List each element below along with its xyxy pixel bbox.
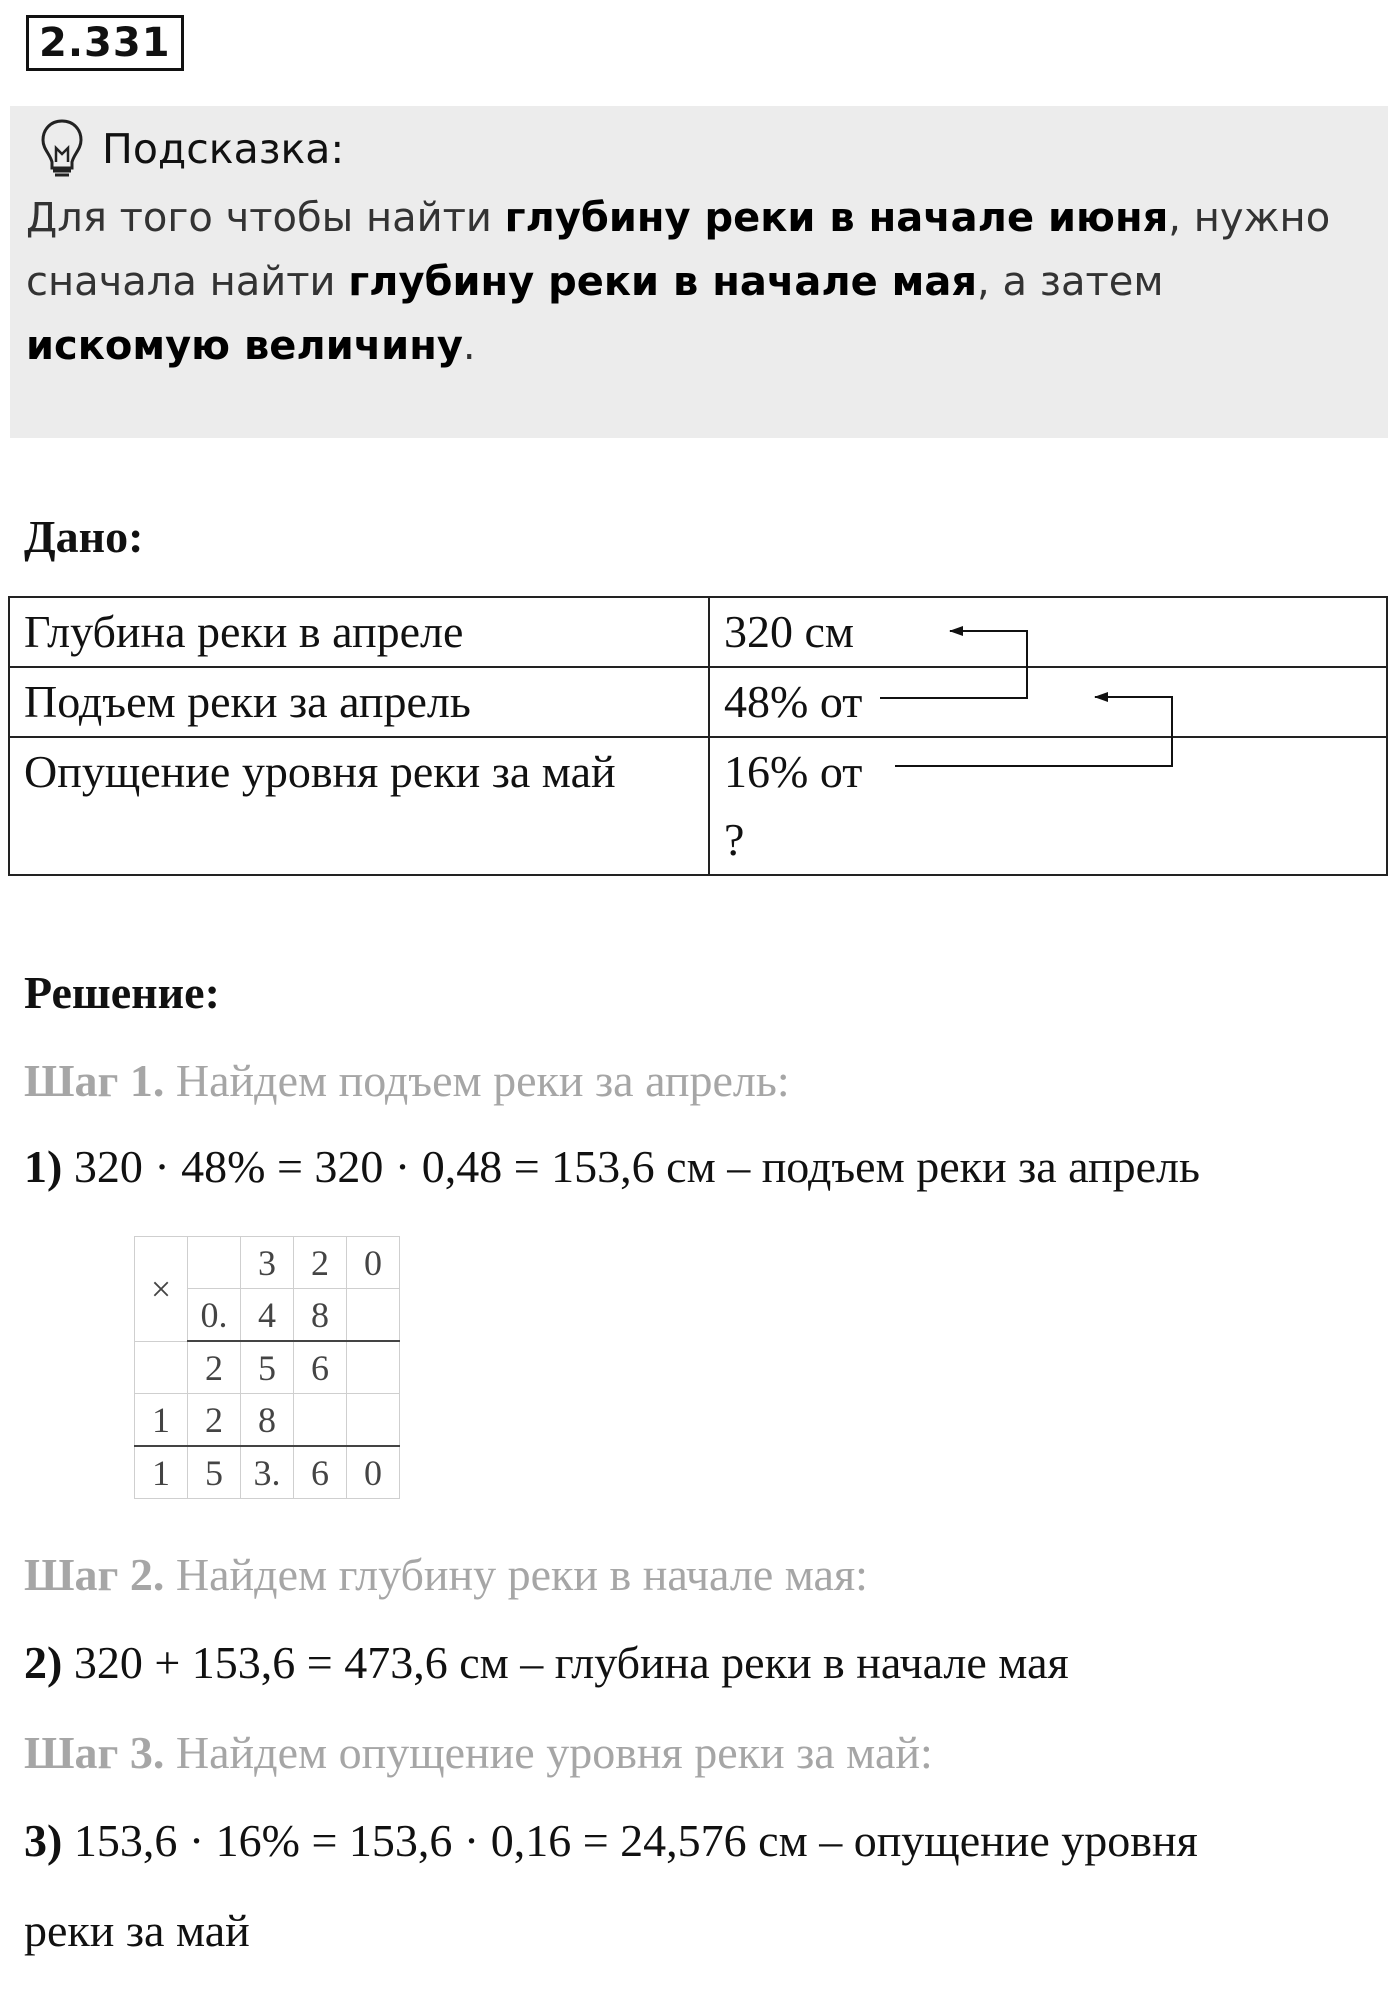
mult-cell: 8: [241, 1394, 294, 1447]
solution-heading: Решение:: [24, 967, 220, 1018]
equation-number: 1): [24, 1141, 63, 1192]
hint-title: Подсказка:: [102, 125, 345, 173]
mult-cell: [347, 1289, 400, 1342]
times-sign: ×: [135, 1237, 188, 1342]
equation-3: [24, 1814, 1198, 1867]
equation-text: 320 + 153,6 = 473,6 см – глубина реки в начале мая: [62, 1637, 1069, 1688]
mult-cell: 4: [241, 1289, 294, 1342]
step-label: Шаг 2.: [24, 1549, 165, 1600]
mult-cell: 2: [188, 1394, 241, 1447]
mult-cell: [135, 1341, 188, 1394]
mult-cell: 0.: [188, 1289, 241, 1342]
mult-cell: 0: [347, 1237, 400, 1289]
mult-cell: 2: [294, 1237, 347, 1289]
mult-cell: 0: [347, 1446, 400, 1499]
mult-cell: 1: [135, 1394, 188, 1447]
mult-cell: [188, 1237, 241, 1289]
equation-1: [24, 1140, 1200, 1193]
step-3: [24, 1726, 933, 1779]
equation-number: 2): [24, 1637, 63, 1688]
column-multiplication: [134, 1236, 400, 1499]
equation-text: 153,6 · 16% = 153,6 · 0,16 = 24,576 см – опущение уровня: [62, 1815, 1198, 1866]
mult-row: [135, 1394, 400, 1447]
step-label: Шаг 1.: [24, 1055, 165, 1106]
equation-3-continuation: реки за май: [24, 1905, 250, 1956]
mult-row: [135, 1446, 400, 1499]
hint-text-part: .: [462, 323, 476, 369]
hint-text-part: , нужно сначала найти: [26, 195, 1331, 305]
given-value: 320 см: [709, 597, 1387, 667]
given-value: 16% от: [724, 746, 863, 797]
mult-row: [135, 1341, 400, 1394]
arrow-16-to-48: [895, 697, 1172, 766]
mult-cell: 6: [294, 1341, 347, 1394]
mult-row: [135, 1237, 400, 1289]
given-heading: Дано:: [24, 511, 144, 562]
given-unknown: ?: [724, 814, 745, 865]
mult-cell: [347, 1394, 400, 1447]
given-label: Глубина реки в апреле: [9, 597, 709, 667]
hint-text-bold: искомую величину: [26, 323, 463, 369]
mult-cell: 5: [188, 1446, 241, 1499]
hint-text-bold: глубину реки в начале июня: [504, 195, 1169, 241]
step-2: [24, 1548, 868, 1601]
arrow-48-to-320: [880, 631, 1027, 698]
reference-arrows: [0, 0, 1400, 900]
mult-cell: 6: [294, 1446, 347, 1499]
hint-text-part: , а затем: [977, 259, 1164, 305]
equation-2: [24, 1636, 1069, 1689]
hint-text-bold: глубину реки в начале мая: [348, 259, 978, 305]
mult-cell: 1: [135, 1446, 188, 1499]
mult-cell: 8: [294, 1289, 347, 1342]
given-label: Подъем реки за апрель: [9, 667, 709, 737]
given-label: Опущение уровня реки за май: [9, 737, 709, 875]
mult-cell: 3: [241, 1237, 294, 1289]
step-text: Найдем опущение уровня реки за май:: [164, 1727, 933, 1778]
step-label: Шаг 3.: [24, 1727, 165, 1778]
mult-cell: [347, 1341, 400, 1394]
equation-number: 3): [24, 1815, 63, 1866]
step-1: [24, 1054, 790, 1107]
given-value: 48% от: [709, 667, 1387, 737]
mult-cell: 3.: [241, 1446, 294, 1499]
mult-cell: [294, 1394, 347, 1447]
equation-text: 320 · 48% = 320 · 0,48 = 153,6 см – подъем реки за апрель: [62, 1141, 1200, 1192]
task-number: 2.331: [26, 15, 184, 71]
step-text: Найдем глубину реки в начале мая:: [164, 1549, 868, 1600]
mult-cell: 5: [241, 1341, 294, 1394]
mult-cell: 2: [188, 1341, 241, 1394]
step-text: Найдем подъем реки за апрель:: [164, 1055, 790, 1106]
hint-text-part: Для того чтобы найти: [26, 195, 505, 241]
